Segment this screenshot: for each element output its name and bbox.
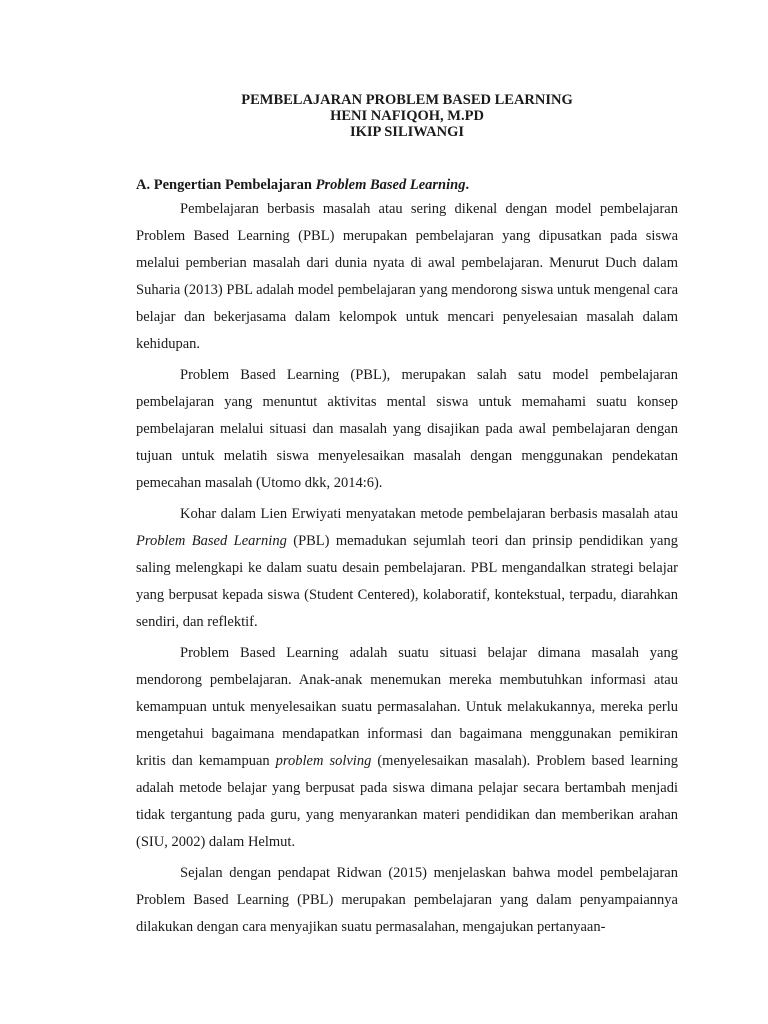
paragraph-3 — [136, 501, 678, 636]
section-heading-italic: Problem Based Learning — [315, 177, 466, 193]
paragraph-3-text-b: (PBL) memadukan sejumlah teori dan prinsip pendidikan yang saling melengkapi ke dalam suatu desain pembelajaran. PBL mengandalkan strategi belajar yang berpusat kepada siswa (Student Centered), kolaboratif, kontekstual, terpadu, diarahkan sendiri, dan reflektif. — [136, 533, 678, 630]
paragraph-1: Pembelajaran berbasis masalah atau sering dikenal dengan model pembelajaran Problem Based Learning (PBL) merupakan pembelajaran yang dipusatkan pada siswa melalui pemberian masalah dari dunia nyata di awal pembelajaran. Menurut Duch dalam Suharia (2013) PBL adalah model pembelajaran yang mendorong siswa untuk mengenal cara belajar dan bekerjasama dalam kelompok untuk mencari penyelesaian masalah dalam kehidupan. — [136, 201, 678, 352]
paragraph-3-text-a: Kohar dalam Lien Erwiyati menyatakan metode pembelajaran berbasis masalah atau — [180, 506, 678, 522]
document-title: PEMBELAJARAN PROBLEM BASED LEARNING — [241, 92, 573, 108]
paragraph-4-text-a: Problem Based Learning adalah suatu situasi belajar dimana masalah yang mendorong pembelajaran. Anak-anak menemukan mereka membutuhkan informasi atau kemampuan untuk menyelesaikan suatu permasalahan. Untuk melakukannya, mereka perlu mengetahui bagaimana mendapatkan informasi dan bagaimana menggunakan pemikiran kritis dan kemampuan — [136, 645, 678, 769]
paragraph-4 — [136, 640, 678, 856]
section-heading-prefix: A. Pengertian Pembelajaran — [136, 177, 316, 193]
section-heading-suffix: . — [465, 177, 470, 193]
paragraph-3-italic: Problem Based Learning — [136, 533, 287, 549]
author-name: HENI NAFIQOH, M.PD — [330, 108, 484, 124]
section-heading-a — [136, 176, 678, 194]
paragraph-5: Sejalan dengan pendapat Ridwan (2015) menjelaskan bahwa model pembelajaran Problem Based Learning (PBL) merupakan pembelajaran yang dalam penyampaiannya dilakukan dengan cara menyajikan suatu permasalahan, mengajukan pertanyaan- — [136, 865, 678, 935]
paragraph-2: Problem Based Learning (PBL), merupakan salah satu model pembelajaran pembelajaran yang menuntut aktivitas mental siswa untuk memahami suatu konsep pembelajaran melalui situasi dan masalah yang disajikan pada awal pembelajaran dengan tujuan untuk melatih siswa menyelesaikan masalah dengan menggunakan pendekatan pemecahan masalah (Utomo dkk, 2014:6). — [136, 367, 678, 491]
paragraph-4-text-b: (menyelesaikan masalah). Problem based learning adalah metode belajar yang berpusat pada siswa dimana pelajar secara bertambah menjadi tidak tergantung pada guru, yang menyarankan materi pendidikan dan memberikan arahan (SIU, 2002) dalam Helmut. — [136, 753, 678, 850]
title-block — [136, 92, 678, 140]
paragraph-4-italic: problem solving — [275, 753, 372, 769]
institution-name: IKIP SILIWANGI — [349, 124, 465, 140]
